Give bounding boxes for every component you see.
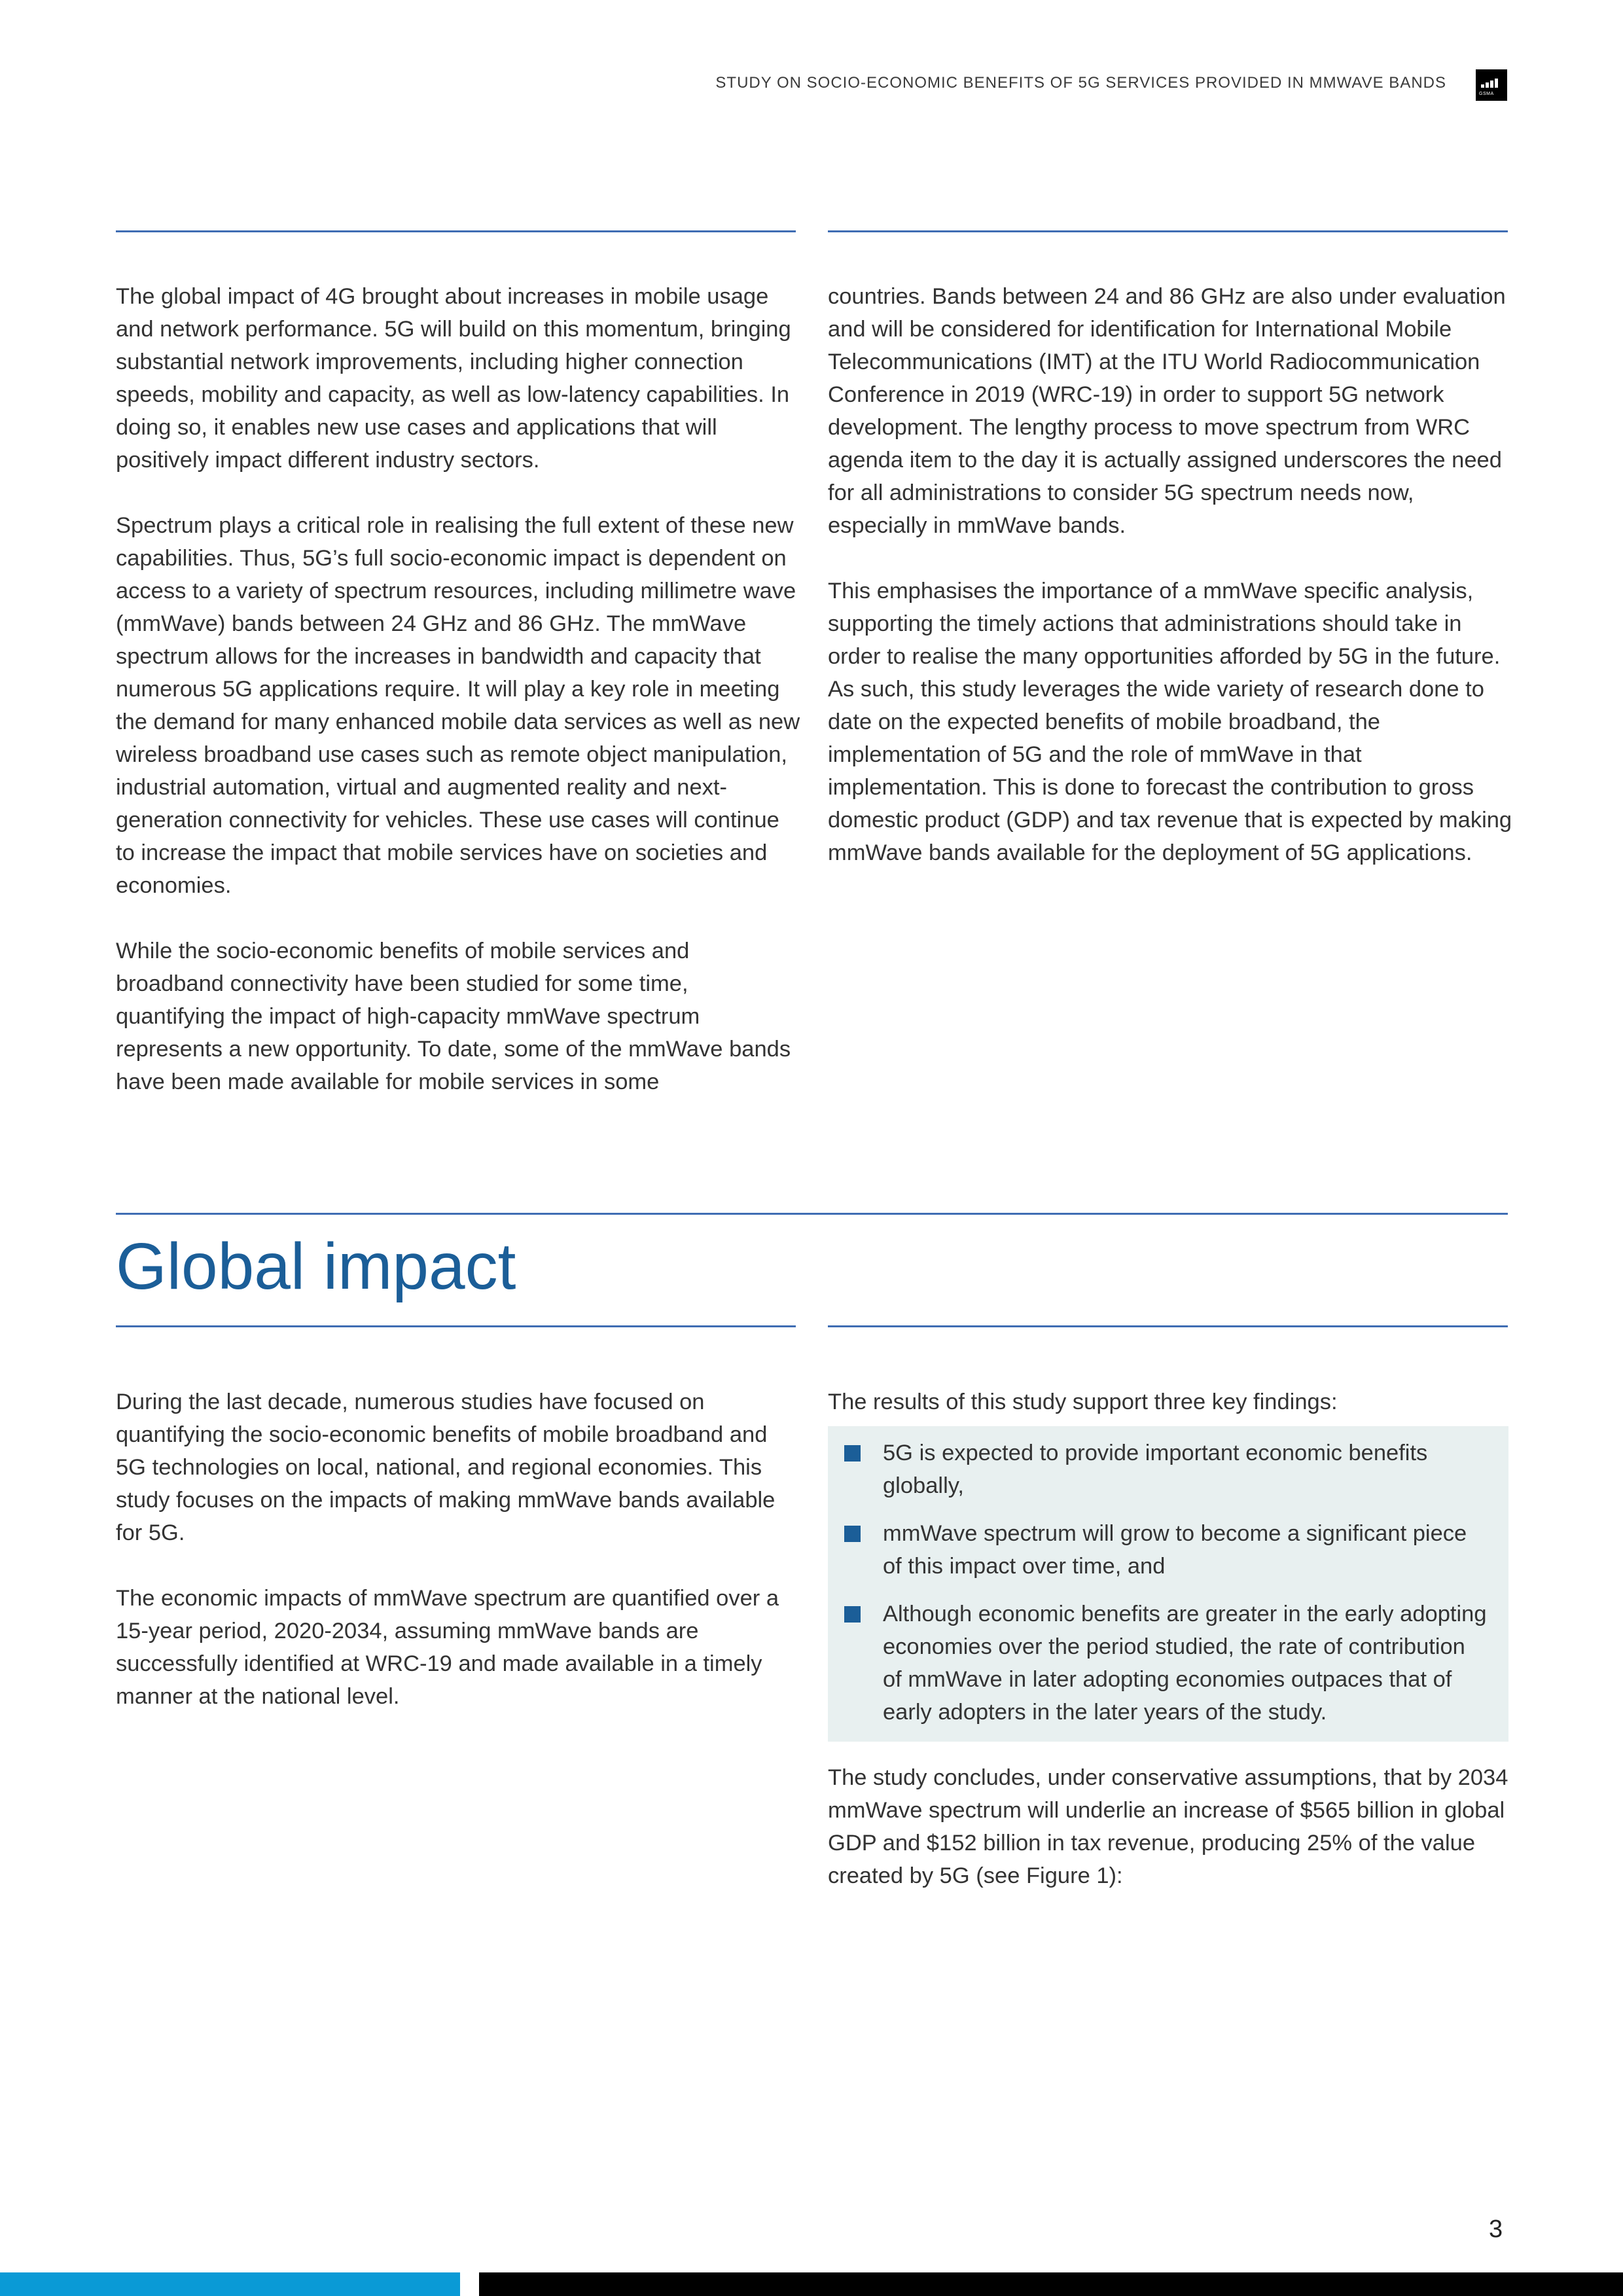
intro-left-rule: [116, 230, 796, 232]
logo-text: GSMA: [1479, 92, 1494, 96]
intro-right-column: [828, 280, 1515, 869]
key-findings-box: [828, 1426, 1508, 1742]
intro-left-column: [116, 280, 803, 1098]
intro-paragraph: The global impact of 4G brought about increases in mobile usage and network performance. 5G will build on this momentum, bringing substantial network improvements, including higher connection speeds, mobility and capacity, as well as low-latency capabilities. In doing so, it enables new use cases and applications that will positively impact different industry sectors.: [116, 284, 791, 473]
impact-left-column: [116, 1386, 803, 1713]
section-left-rule: [116, 1325, 796, 1327]
finding-item: [844, 1517, 1489, 1583]
gsma-logo: [1476, 69, 1507, 101]
running-header: STUDY ON SOCIO-ECONOMIC BENEFITS OF 5G SERVICES PROVIDED IN MMWAVE BANDS: [715, 74, 1446, 92]
impact-right-column: [828, 1386, 1508, 1892]
signal-bars-icon: [1481, 77, 1502, 88]
intro-paragraph: While the socio-economic benefits of mobile services and broadband connectivity have been studied for some time, quantifying the impact of high-capacity mmWave spectrum represents a new opportunity. To date, some of the mmWave bands have been made available for mobile services in some: [116, 939, 791, 1094]
impact-paragraph: The economic impacts of mmWave spectrum are quantified over a 15-year period, 2020-2034, assuming mmWave bands are successfully identified at WRC-19 and made available in a timely manner at the national level.: [116, 1586, 779, 1709]
section-right-rule: [828, 1325, 1508, 1327]
footer-bar-blue: [0, 2272, 460, 2296]
intro-paragraph: Spectrum plays a critical role in realising the full extent of these new capabilities. Thus, 5G’s full socio-economic impact is dependent on access to a variety of spectrum resources, including millimetre wave (mmWave) bands between 24 GHz and 86 GHz. The mmWave spectrum allows for the increases in bandwidth and capacity that numerous 5G applications require. It will play a key role in meeting the demand for many enhanced mobile data services as well as new wireless broadband use cases such as remote object manipulation, industrial automation, virtual and augmented reality and next-generation connectivity for vehicles. These use cases will continue to increase the impact that mobile services have on societies and economies.: [116, 513, 800, 898]
impact-paragraph: During the last decade, numerous studies have focused on quantifying the socio-economic benefits of mobile broadband and 5G technologies on local, national, and regional economies. This study focuses on the impacts of making mmWave bands available for 5G.: [116, 1390, 776, 1545]
square-bullet-icon: [844, 1445, 861, 1462]
footer-bar-black: [479, 2272, 1623, 2296]
square-bullet-icon: [844, 1606, 861, 1623]
finding-text: Although economic benefits are greater in the early adopting economies over the period studied, the rate of contribution of mmWave in later adopting economies outpaces that of early adopters in the later years of the study.: [883, 1602, 1487, 1725]
square-bullet-icon: [844, 1526, 861, 1542]
intro-paragraph: This emphasises the importance of a mmWave specific analysis, supporting the timely actions that administrations should take in order to realise the many opportunities afforded by 5G in the future. As such, this study leverages the wide variety of research done to date on the expected benefits of mobile broadband, the implementation of 5G and the role of mmWave in that implementation. This is done to forecast the contribution to gross domestic product (GDP) and tax revenue that is expected by making mmWave bands available for the deployment of 5G applications.: [828, 579, 1512, 865]
section-title: Global impact: [116, 1230, 516, 1303]
finding-text: 5G is expected to provide important economic benefits globally,: [883, 1441, 1428, 1498]
findings-intro: The results of this study support three key findings:: [828, 1390, 1338, 1414]
page-number: 3: [1489, 2215, 1503, 2243]
section-top-rule: [116, 1213, 1508, 1215]
finding-item: [844, 1437, 1489, 1502]
finding-item: [844, 1598, 1489, 1729]
intro-right-rule: [828, 230, 1508, 232]
intro-paragraph: countries. Bands between 24 and 86 GHz are also under evaluation and will be considered for identification for International Mobile Telecommunications (IMT) at the ITU World Radiocommunication Conference in 2019 (WRC-19) in order to support 5G network development. The lengthy process to move spectrum from WRC agenda item to the day it is actually assigned underscores the need for all administrations to consider 5G spectrum needs now, especially in mmWave bands.: [828, 284, 1506, 538]
conclusion-paragraph: The study concludes, under conservative assumptions, that by 2034 mmWave spectrum will underlie an increase of $565 billion in global GDP and $152 billion in tax revenue, producing 25% of the value created by 5G (see Figure 1):: [828, 1765, 1508, 1888]
finding-text: mmWave spectrum will grow to become a significant piece of this impact over time, and: [883, 1521, 1467, 1579]
